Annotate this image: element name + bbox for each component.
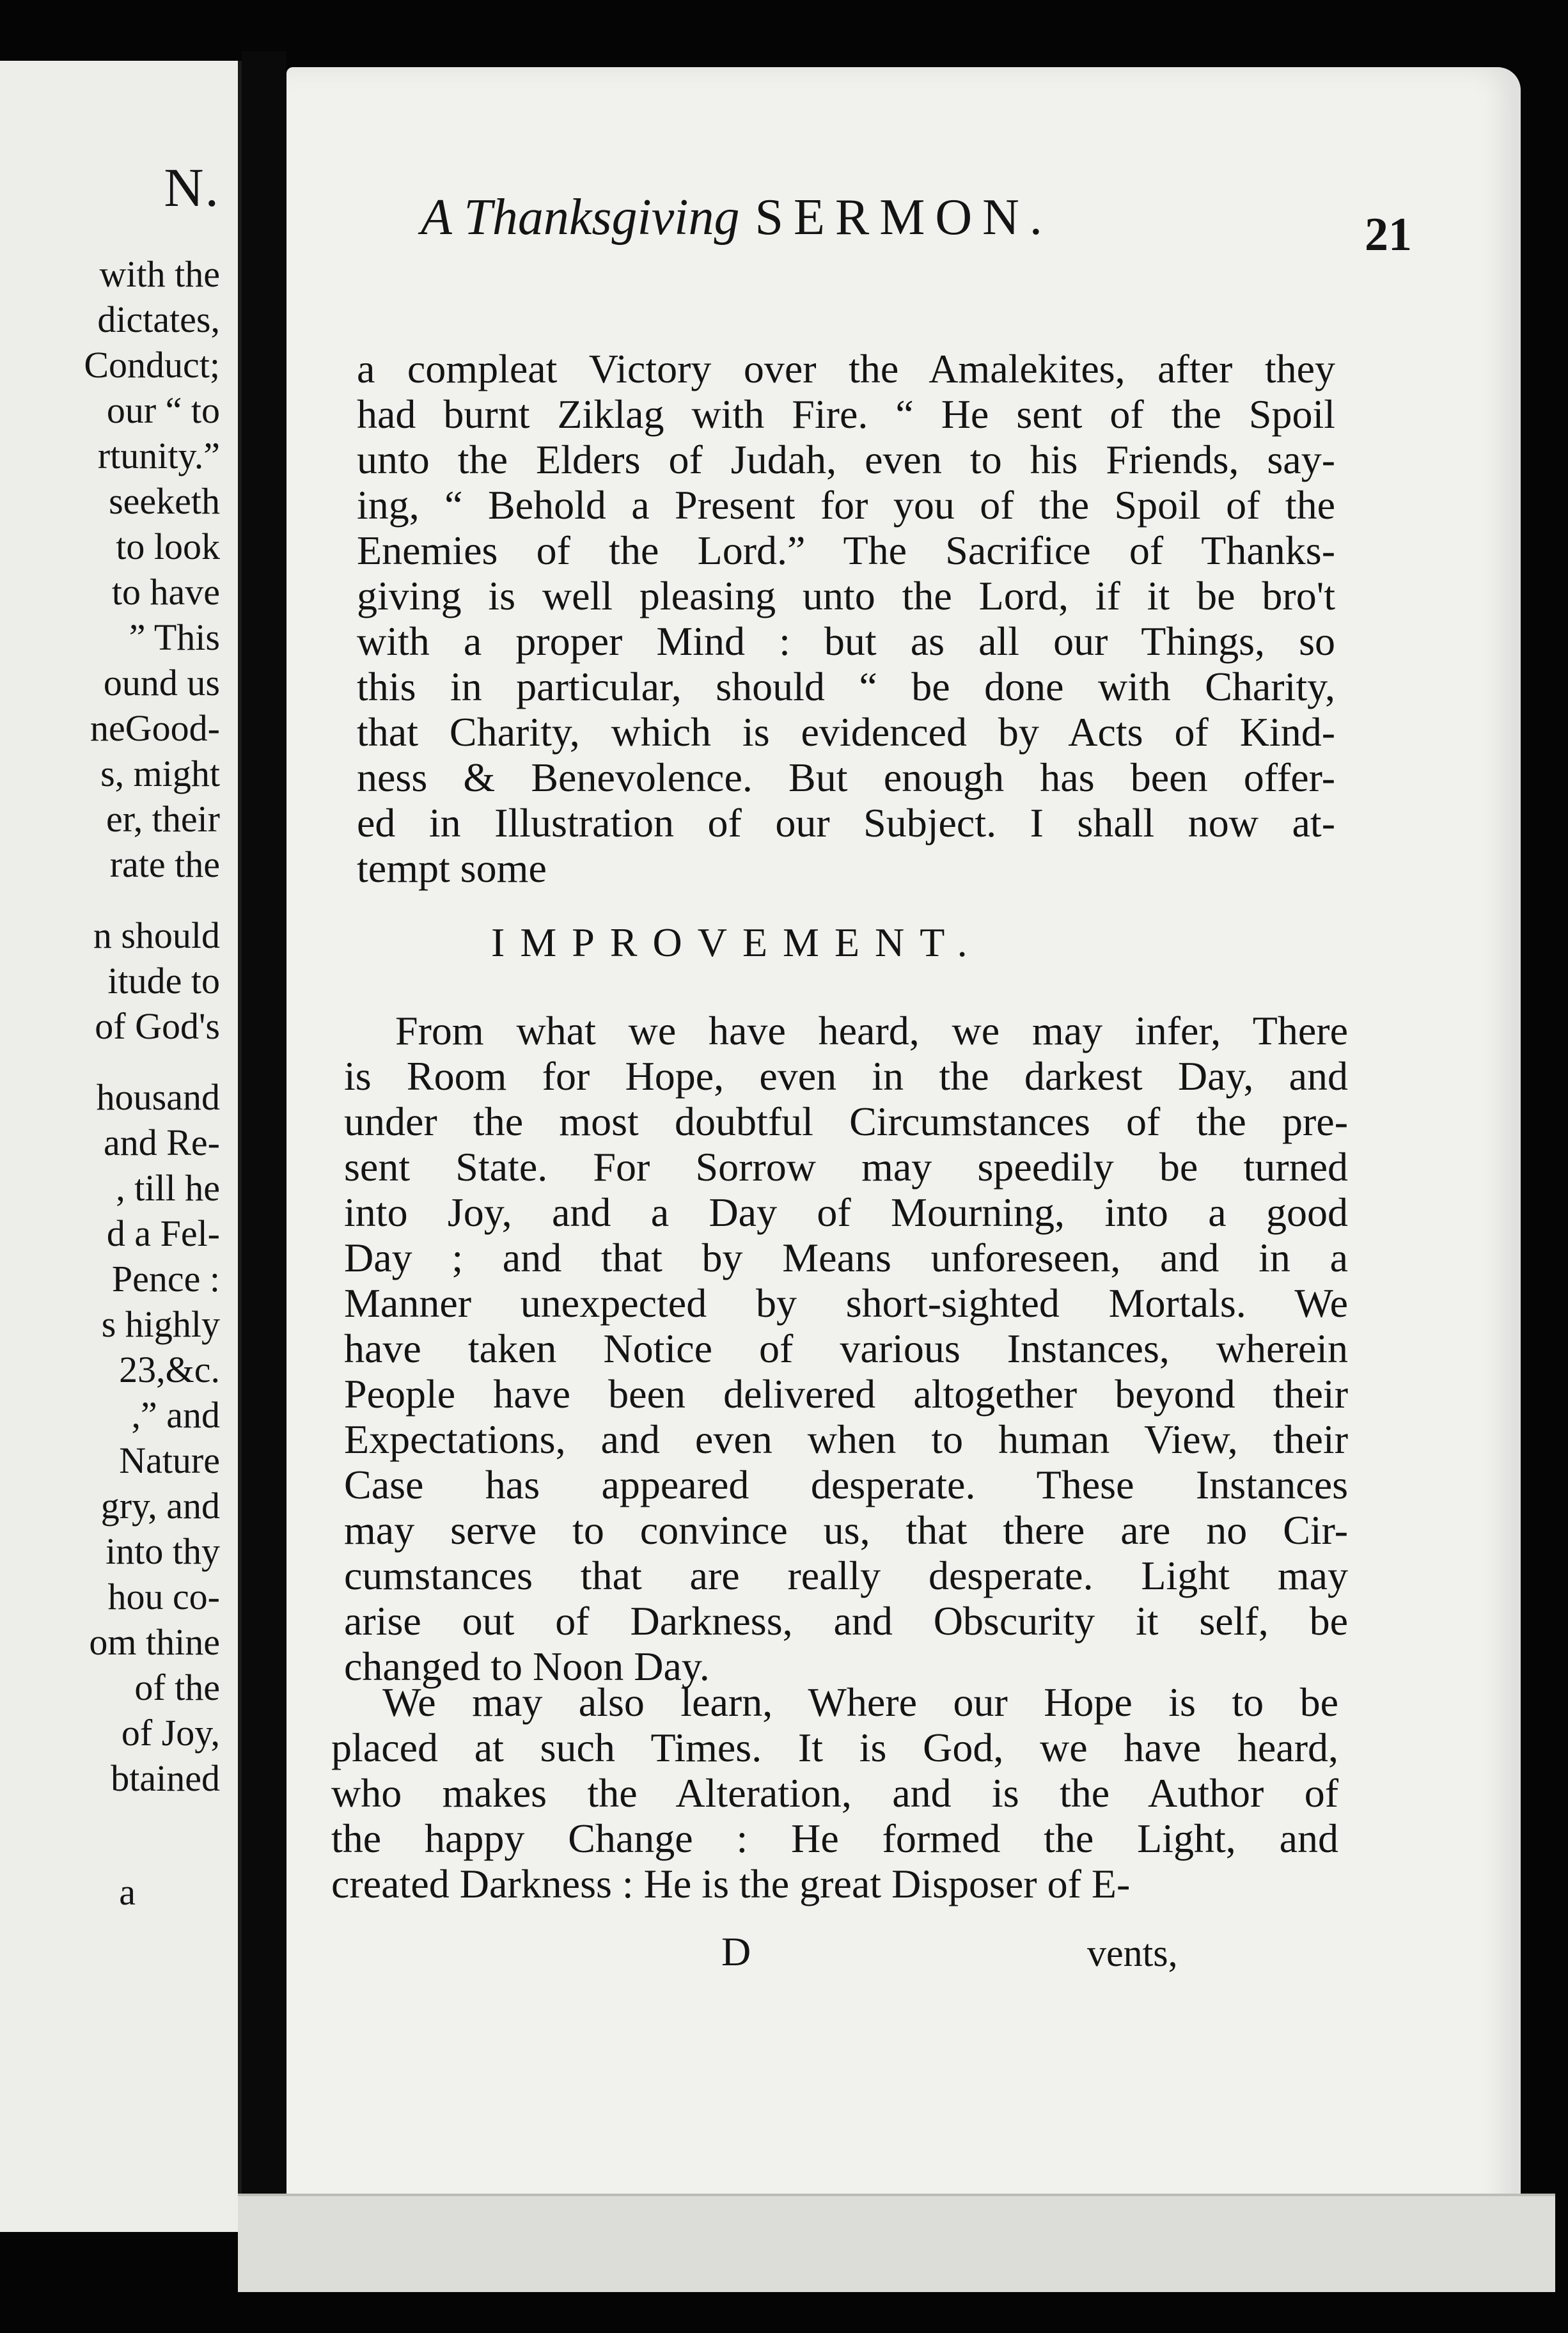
text-line: this in particular, should “ be done with Charity, <box>357 664 1335 709</box>
catchword: vents, <box>1087 1932 1178 1974</box>
left-page-line: ,” and <box>131 1394 220 1436</box>
text-line: Day ; and that by Means unforeseen, and in a <box>344 1235 1348 1280</box>
section-heading: IMPROVEMENT. <box>491 920 983 965</box>
book-gutter <box>242 51 286 2238</box>
left-page-line: into thy <box>106 1530 220 1572</box>
right-page <box>286 67 1521 2229</box>
left-page-line: btained <box>111 1757 220 1799</box>
text-line: who makes the Alteration, and is the Author of <box>331 1770 1338 1816</box>
left-page-line: Pence : <box>111 1258 220 1300</box>
left-page-line: to have <box>111 571 220 613</box>
left-page-line: rtunity.” <box>97 435 220 476</box>
left-page-line: to look <box>116 526 220 567</box>
text-line: giving is well pleasing unto the Lord, if it be bro't <box>357 573 1335 618</box>
left-page-line: er, their <box>106 798 220 840</box>
text-line: ing, “ Behold a Present for you of the Spoil of the <box>357 482 1335 528</box>
text-line: ed in Illustration of our Subject. I shall now at- <box>357 800 1335 845</box>
text-line: under the most doubtful Circumstances of the pre- <box>344 1099 1348 1144</box>
left-page-line: , till he <box>116 1167 220 1209</box>
text-line: a compleat Victory over the Amalekites, after they <box>357 346 1335 391</box>
left-page-line: ” This <box>129 617 220 658</box>
text-line: unto the Elders of Judah, even to his Friends, say- <box>357 437 1335 482</box>
text-line: Case has appeared desperate. These Instances <box>344 1462 1348 1507</box>
text-line: Enemies of the Lord.” The Sacrifice of Thanks- <box>357 528 1335 573</box>
left-page-line: gry, and <box>100 1485 220 1527</box>
running-head-italic: A Thanksgiving <box>421 189 740 246</box>
left-page-line: and Re- <box>104 1122 220 1163</box>
left-page <box>0 61 242 2232</box>
left-page-line: Conduct; <box>84 344 220 386</box>
text-line: placed at such Times. It is God, we have heard, <box>331 1725 1338 1770</box>
left-page-line: ound us <box>103 662 220 703</box>
left-page-line: itude to <box>107 960 220 1002</box>
signature-mark: D <box>721 1929 751 1974</box>
running-head-caps: SERMON. <box>755 189 1053 246</box>
left-page-header: N. <box>164 157 220 218</box>
left-page-line: seeketh <box>109 480 220 522</box>
text-line: into Joy, and a Day of Mourning, into a good <box>344 1190 1348 1235</box>
text-line: is Room for Hope, even in the darkest Day, and <box>344 1053 1348 1099</box>
text-line: From what we have heard, we may infer, There <box>395 1008 1348 1053</box>
running-head <box>286 189 1521 259</box>
left-page-line: neGood- <box>90 707 220 749</box>
page-number: 21 <box>1365 208 1412 261</box>
text-line: have taken Notice of various Instances, wherein <box>344 1326 1348 1371</box>
left-page-line: n should <box>93 915 220 956</box>
text-line: People have been delivered altogether beyond their <box>344 1371 1348 1417</box>
text-line: ness & Benevolence. But enough has been offer- <box>357 755 1335 800</box>
text-line: had burnt Ziklag with Fire. “ He sent of the Spoil <box>357 391 1335 437</box>
text-line: sent State. For Sorrow may speedily be turned <box>344 1144 1348 1190</box>
left-page-line: housand <box>96 1076 220 1118</box>
text-line: Manner unexpected by short-sighted Mortals. We <box>344 1280 1348 1326</box>
text-line: changed to Noon Day. <box>344 1644 710 1689</box>
running-head-title <box>421 189 1053 247</box>
left-page-line: hou co- <box>107 1576 220 1617</box>
text-line: the happy Change : He formed the Light, and <box>331 1816 1338 1861</box>
left-page-line: s, might <box>100 753 220 794</box>
left-page-line: d a Fel- <box>106 1213 220 1254</box>
left-page-line: of God's <box>95 1005 220 1047</box>
left-page-line: of the <box>134 1667 220 1708</box>
text-line: cumstances that are really desperate. Light may <box>344 1553 1348 1598</box>
left-page-line: s highly <box>101 1303 220 1345</box>
left-page-line: Nature <box>119 1440 220 1481</box>
text-line: Expectations, and even when to human View, their <box>344 1417 1348 1462</box>
left-page-line: with the <box>99 253 220 295</box>
left-page-line: rate the <box>109 844 220 885</box>
text-line: may serve to convince us, that there are no Cir- <box>344 1507 1348 1553</box>
text-line: arise out of Darkness, and Obscurity it self, be <box>344 1598 1348 1644</box>
text-line: with a proper Mind : but as all our Things, so <box>357 618 1335 664</box>
left-page-line: om thine <box>89 1621 220 1663</box>
text-line: that Charity, which is evidenced by Acts of Kind- <box>357 709 1335 755</box>
left-page-line: dictates, <box>97 299 220 340</box>
left-page-line: 23,&c. <box>119 1349 220 1390</box>
left-page-line: of Joy, <box>121 1712 220 1754</box>
left-page-catchword: a <box>119 1871 136 1913</box>
text-line: tempt some <box>357 845 547 891</box>
text-line: We may also learn, Where our Hope is to be <box>382 1679 1338 1725</box>
text-line: created Darkness : He is the great Disposer of E- <box>331 1861 1131 1906</box>
page-edge <box>238 2194 1555 2292</box>
left-page-line: our “ to <box>106 389 220 431</box>
